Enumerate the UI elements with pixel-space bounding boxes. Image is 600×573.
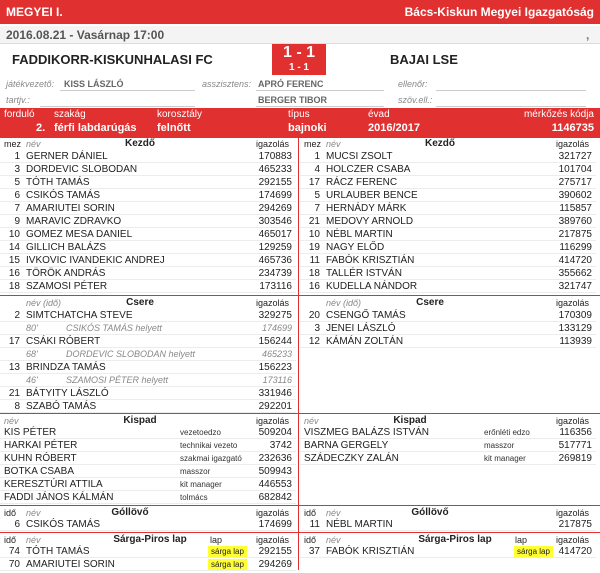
player-license: 303546 [258, 216, 292, 227]
away-goals-col-name: név [326, 508, 341, 518]
player-row[interactable] [300, 150, 596, 163]
staff-role: erőnléti edzo [484, 428, 530, 437]
sub-minute: 68' [26, 349, 38, 359]
player-name[interactable]: TÖRÖK ANDRÁS [26, 268, 106, 279]
staff-role: masszor [180, 467, 211, 476]
player-row[interactable] [300, 176, 596, 189]
player-name[interactable]: GILLICH BALÁZS [26, 242, 107, 253]
player-license: 389760 [558, 216, 592, 227]
player-number: 10 [308, 229, 320, 240]
sub-minute: 80' [26, 323, 38, 333]
home-cards-col-lap: lap [210, 535, 223, 545]
card-player[interactable]: FABÓK KRISZTIÁN [326, 546, 415, 557]
player-row[interactable] [0, 228, 296, 241]
player-license: 156223 [258, 362, 292, 373]
player-number: 21 [308, 216, 320, 227]
staff-name[interactable]: KERESZTÚRI ATTILA [4, 479, 103, 490]
player-license: 355662 [558, 268, 592, 279]
player-name[interactable]: SZAMOSI PÉTER [26, 281, 108, 292]
player-number: 18 [8, 281, 20, 292]
branch-label: szakág [54, 109, 86, 120]
bench-row[interactable] [0, 491, 296, 504]
player-number: 8 [14, 401, 20, 412]
away-goals-title: Góllövő [411, 507, 449, 518]
sub-row[interactable] [0, 387, 296, 400]
player-name[interactable]: FABÓK KRISZTIÁN [326, 255, 415, 266]
player-license: 113939 [559, 336, 592, 347]
card-minute: 74 [8, 546, 20, 557]
player-license: 414720 [558, 255, 592, 266]
home-goals-col-min: idő [4, 508, 17, 518]
player-license: 292201 [258, 401, 292, 412]
home-team-name[interactable]: FADDIKORR-KISKUNHALASI FC [12, 52, 213, 67]
player-name[interactable]: GERNER DÁNIEL [26, 151, 108, 162]
player-license: 174699 [258, 190, 292, 201]
player-name[interactable]: CSENGŐ TAMÁS [326, 310, 406, 321]
match-date: 2016.08.21 - Vasárnap 17:00 [6, 28, 165, 42]
sub-detail-row [0, 322, 296, 335]
staff-license: 517771 [558, 440, 592, 451]
home-subs-col-id: igazolás [256, 298, 290, 308]
away-col-id: igazolás [556, 139, 590, 149]
home-col-no: mez [4, 139, 22, 149]
scorer-license: 217875 [558, 519, 592, 530]
card-license: 414720 [558, 546, 592, 557]
age-value: felnőtt [157, 122, 191, 134]
player-name[interactable]: BÁTYITY LÁSZLÓ [26, 388, 109, 399]
half-score: 1 - 1 [288, 62, 309, 73]
player-row[interactable] [0, 215, 296, 228]
type-value: bajnoki [288, 122, 327, 134]
region-title: Bács-Kiskun Megyei Igazgatóság [404, 5, 594, 19]
player-license: 331946 [258, 388, 292, 399]
sub-row[interactable] [0, 335, 296, 348]
card-license: 292155 [258, 546, 292, 557]
bench-row[interactable] [0, 439, 296, 452]
bench-divider [0, 413, 600, 414]
staff-name[interactable]: SZÁDECZKY ZALÁN [304, 453, 399, 464]
scorer-name[interactable]: CSIKÓS TAMÁS [26, 519, 101, 530]
bench-row[interactable] [300, 452, 596, 465]
assistant-1: APRÓ FERENC [258, 79, 324, 89]
league-title: MEGYEI I. [6, 5, 63, 19]
player-name[interactable]: JENEI LÁSZLÓ [326, 323, 396, 334]
player-row[interactable] [300, 280, 596, 293]
referee-label: játékvezető: [6, 79, 55, 89]
player-row[interactable] [0, 202, 296, 215]
player-name[interactable]: DORDEVIC SLOBODAN [26, 164, 138, 175]
player-row[interactable] [0, 241, 296, 254]
staff-license: 232636 [258, 453, 292, 464]
away-col-no: mez [304, 139, 322, 149]
goal-minute: 6 [14, 519, 20, 530]
staff-name[interactable]: KIS PÉTER [4, 427, 57, 438]
sub-row[interactable] [300, 322, 596, 335]
player-number: 10 [8, 229, 20, 240]
player-name[interactable]: HOLCZER CSABA [326, 164, 411, 175]
player-name[interactable]: NAGY ELŐD [326, 242, 385, 253]
player-license: 390602 [558, 190, 592, 201]
away-bench-col-id: igazolás [556, 416, 590, 426]
away-bench-title: Kispad [393, 415, 427, 426]
player-number: 6 [14, 190, 20, 201]
round-label: forduló [4, 109, 35, 120]
player-license: 321727 [558, 151, 592, 162]
staff-role: tolmács [180, 493, 208, 502]
assistant-1-underline [256, 90, 384, 91]
away-subs-col-id: igazolás [556, 298, 590, 308]
assistant-2-underline [256, 106, 384, 107]
player-number: 3 [14, 164, 20, 175]
player-name[interactable]: KUDELLA NÁNDOR [326, 281, 418, 292]
sub-detail-row [0, 374, 296, 387]
goal-row[interactable] [0, 518, 296, 531]
bench-row[interactable] [0, 426, 296, 439]
szov-underline [436, 106, 586, 107]
player-license: 173116 [259, 281, 292, 292]
player-name[interactable]: IVKOVIC IVANDEKIC ANDREJ [26, 255, 165, 266]
referee-name: KISS LÁSZLÓ [64, 79, 124, 89]
sub-row[interactable] [300, 335, 596, 348]
away-cards-title: Sárga-Piros lap [418, 534, 492, 545]
staff-license: 3742 [269, 440, 292, 451]
staff-role: kit manager [180, 480, 222, 489]
staff-license: 682842 [258, 492, 292, 503]
player-number: 1 [314, 151, 320, 162]
away-goals-col-min: idő [304, 508, 317, 518]
card-player[interactable]: TÓTH TAMÁS [26, 546, 90, 557]
player-number: 5 [314, 190, 320, 201]
away-team-name[interactable]: BAJAI LSE [390, 52, 458, 67]
staff-role: szakmai igazgató [180, 454, 242, 463]
away-cards-col-id: igazolás [556, 535, 590, 545]
player-row[interactable] [0, 267, 296, 280]
staff-name[interactable]: VISZMEG BALÁZS ISTVÁN [304, 427, 430, 438]
yellow-card-badge: sárga lap [208, 546, 247, 557]
player-license: 170309 [558, 310, 592, 321]
goals-divider [0, 505, 600, 506]
replaced-player: SZAMOSI PÉTER helyett [66, 375, 169, 385]
player-number: 16 [308, 281, 320, 292]
staff-license: 509204 [258, 427, 292, 438]
staff-name[interactable]: HARKAI PÉTER [4, 440, 78, 451]
card-minute: 70 [8, 559, 20, 570]
staff-role: vezetoedzo [180, 428, 221, 437]
subs-divider [0, 295, 600, 296]
home-col-id: igazolás [256, 139, 290, 149]
home-cards-title: Sárga-Piros lap [113, 534, 187, 545]
player-row[interactable] [300, 189, 596, 202]
score-box [272, 44, 326, 75]
player-row[interactable] [0, 150, 296, 163]
player-row[interactable] [300, 254, 596, 267]
date-bar [0, 26, 600, 44]
player-name[interactable]: RÁCZ FERENC [326, 177, 398, 188]
staff-role: kit manager [484, 454, 526, 463]
away-goals-col-id: igazolás [556, 508, 590, 518]
player-number: 21 [8, 388, 20, 399]
goal-minute: 11 [309, 519, 320, 530]
age-label: korosztály [157, 109, 203, 120]
away-bench-col-name: név [304, 416, 319, 426]
player-row[interactable] [300, 241, 596, 254]
card-player[interactable]: AMARIUTEI SORIN [26, 559, 115, 570]
player-license: 275717 [558, 177, 592, 188]
player-license: 292155 [258, 177, 292, 188]
assistants-label: asszisztens: [202, 79, 252, 89]
controller-label: ellenőr: [398, 79, 428, 89]
player-name[interactable]: SIMTCHATCHA STEVE [26, 310, 133, 321]
staff-name[interactable]: BOTKA CSABA [4, 466, 75, 477]
player-name[interactable]: CSIKÓS TAMÁS [26, 190, 101, 201]
player-number: 1 [14, 151, 20, 162]
player-license: 329275 [258, 310, 292, 321]
sub-row[interactable] [0, 400, 296, 413]
card-row[interactable] [0, 558, 296, 571]
referee-underline [60, 90, 195, 91]
player-row[interactable] [300, 163, 596, 176]
away-cards-col-min: idő [304, 535, 317, 545]
player-row[interactable] [300, 228, 596, 241]
player-number: 3 [314, 323, 320, 334]
replaced-license: 173116 [262, 375, 292, 385]
player-number: 19 [308, 242, 320, 253]
player-license: 234739 [258, 268, 292, 279]
player-number: 17 [8, 336, 20, 347]
card-row[interactable] [0, 545, 296, 558]
controller-underline [436, 90, 586, 91]
player-row[interactable] [300, 215, 596, 228]
player-row[interactable] [0, 163, 296, 176]
staff-role: technikai vezeto [180, 441, 238, 450]
home-subs-col-name: név (idő) [26, 298, 62, 308]
away-subs-title: Csere [416, 297, 444, 308]
round-value: 2. [36, 122, 46, 134]
player-number: 7 [14, 203, 20, 214]
sub-row[interactable] [0, 309, 296, 322]
player-license: 321747 [558, 281, 592, 292]
player-row[interactable] [300, 267, 596, 280]
top-bar [0, 0, 600, 24]
player-row[interactable] [0, 254, 296, 267]
player-number: 7 [314, 203, 320, 214]
player-number: 11 [309, 255, 320, 266]
home-cards-col-name: név [26, 535, 41, 545]
sub-detail-row [0, 348, 296, 361]
date-comma: , [586, 28, 590, 42]
player-row[interactable] [0, 176, 296, 189]
home-col-name: név [26, 139, 41, 149]
bench-row[interactable] [300, 439, 596, 452]
replaced-player: CSIKÓS TAMÁS helyett [66, 323, 162, 333]
home-subs-title: Csere [126, 297, 154, 308]
away-cards-col-name: név [326, 535, 341, 545]
player-license: 294269 [258, 203, 292, 214]
replaced-license: 465233 [261, 349, 292, 359]
staff-role: masszor [484, 441, 515, 450]
szov-label: szöv.ell.: [398, 95, 433, 105]
bench-row[interactable] [0, 452, 296, 465]
home-goals-title: Góllövő [111, 507, 149, 518]
player-number: 12 [308, 336, 320, 347]
season-label: évad [368, 109, 390, 120]
yellow-card-badge: sárga lap [208, 559, 247, 570]
player-row[interactable] [0, 280, 296, 293]
player-number: 5 [14, 177, 20, 188]
card-license: 294269 [258, 559, 292, 570]
sub-row[interactable] [300, 309, 596, 322]
player-name[interactable]: TALLÉR ISTVÁN [326, 268, 402, 279]
officials-block [0, 76, 600, 108]
reserve-underline [40, 106, 195, 107]
player-license: 465233 [258, 164, 292, 175]
player-license: 156244 [258, 336, 292, 347]
sub-minute: 46' [26, 375, 38, 385]
match-info-bar [0, 108, 600, 138]
replaced-player: DORDEVIC SLOBODAN helyett [66, 349, 196, 359]
staff-license: 509943 [258, 466, 292, 477]
player-license: 101704 [558, 164, 592, 175]
sub-row[interactable] [0, 361, 296, 374]
final-score: 1 - 1 [282, 44, 315, 61]
away-cards-col-lap: lap [515, 535, 528, 545]
player-number: 17 [308, 177, 320, 188]
branch-value: férfi labdarúgás [54, 122, 137, 134]
staff-name[interactable]: FADDI JÁNOS KÁLMÁN [4, 492, 114, 503]
home-bench-col-name: név [4, 416, 19, 426]
player-number: 2 [14, 310, 20, 321]
scorer-license: 174699 [258, 519, 292, 530]
home-bench-col-id: igazolás [256, 416, 290, 426]
player-name[interactable]: GOMEZ MESA DANIEL [26, 229, 133, 240]
player-license: 465736 [258, 255, 292, 266]
home-goals-col-name: név [26, 508, 41, 518]
staff-name[interactable]: BARNA GERGELY [304, 440, 389, 451]
cards-divider [0, 532, 600, 533]
card-minute: 37 [308, 546, 320, 557]
home-goals-col-id: igazolás [256, 508, 290, 518]
player-name[interactable]: BRINDZA TAMÁS [26, 362, 106, 373]
player-number: 16 [8, 268, 20, 279]
player-license: 170883 [258, 151, 292, 162]
player-name[interactable]: TÓTH TAMÁS [26, 177, 90, 188]
bench-row[interactable] [0, 478, 296, 491]
player-name[interactable]: MARAVIC ZDRAVKO [26, 216, 122, 227]
player-number: 13 [8, 362, 20, 373]
code-label: mérkőzés kódja [523, 109, 594, 120]
player-license: 115857 [559, 203, 592, 214]
player-name[interactable]: MUCSI ZSOLT [326, 151, 393, 162]
away-subs-col-name: név (idő) [326, 298, 362, 308]
assistant-2: BERGER TIBOR [258, 95, 328, 105]
staff-license: 269819 [558, 453, 592, 464]
player-name[interactable]: AMARIUTEI SORIN [26, 203, 115, 214]
player-row[interactable] [300, 202, 596, 215]
player-name[interactable]: KÁMÁN ZOLTÁN [326, 336, 404, 347]
away-starters-title: Kezdő [425, 138, 455, 149]
home-bench-title: Kispad [123, 415, 157, 426]
player-number: 9 [14, 216, 20, 227]
yellow-card-badge: sárga lap [514, 546, 553, 557]
player-name[interactable]: URLAUBER BENCE [326, 190, 418, 201]
bench-row[interactable] [0, 465, 296, 478]
home-cards-col-min: idő [4, 535, 17, 545]
reserve-label: tartjv.: [6, 95, 30, 105]
player-license: 465017 [258, 229, 292, 240]
scorer-name[interactable]: NÉBL MARTIN [326, 519, 393, 530]
code-value: 1146735 [551, 122, 594, 134]
player-license: 133129 [558, 323, 592, 334]
staff-license: 116356 [559, 427, 592, 438]
player-license: 217875 [558, 229, 592, 240]
home-starters-title: Kezdő [125, 138, 155, 149]
player-name[interactable]: SZABÓ TAMÁS [26, 401, 97, 412]
player-name[interactable]: MEDOVY ARNOLD [326, 216, 414, 227]
player-number: 14 [8, 242, 20, 253]
replaced-license: 174699 [261, 323, 292, 333]
player-row[interactable] [0, 189, 296, 202]
player-number: 20 [308, 310, 320, 321]
goal-row[interactable] [300, 518, 596, 531]
player-number: 4 [314, 164, 320, 175]
player-name[interactable]: HERNÁDY MÁRK [326, 203, 407, 214]
home-cards-col-id: igazolás [256, 535, 290, 545]
player-name[interactable]: NÉBL MARTIN [326, 229, 393, 240]
player-name[interactable]: CSÁKI RÓBERT [26, 336, 101, 347]
staff-license: 446553 [258, 479, 292, 490]
player-number: 15 [8, 255, 20, 266]
away-col-name: név [326, 139, 341, 149]
player-license: 116299 [559, 242, 592, 253]
bench-row[interactable] [300, 426, 596, 439]
card-row[interactable] [300, 545, 596, 558]
type-label: típus [288, 109, 310, 120]
staff-name[interactable]: KUHN RÓBERT [4, 453, 77, 464]
season-value: 2016/2017 [368, 122, 420, 134]
player-number: 18 [308, 268, 320, 279]
player-license: 129259 [258, 242, 292, 253]
